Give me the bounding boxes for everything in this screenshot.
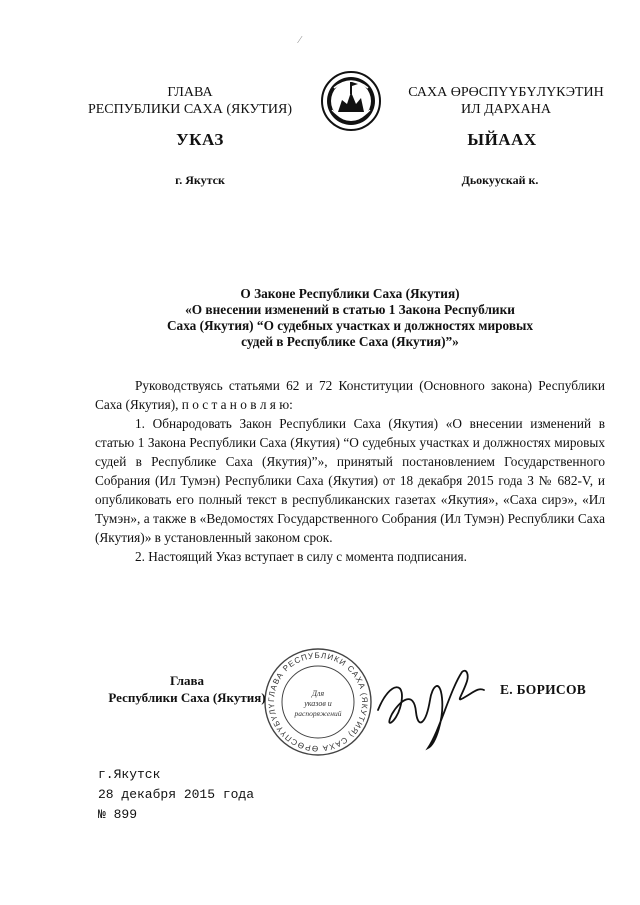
title-line: О Законе Республики Саха (Якутия)	[240, 286, 460, 301]
handwritten-signature	[370, 660, 488, 752]
preamble-paragraph: Руководствуясь статьями 62 и 72 Конституции (Основного закона) Республики Саха (Якутия), п о с т а н о в л я ю:	[95, 378, 605, 412]
stamp-ring-text: ГЛАВА РЕСПУБЛИКИ САХА (ЯКУТИЯ) САХА ӨРӨСПҮҮБҮЛҮ	[266, 650, 370, 754]
decree-title-sakha: ЫЙААХ	[467, 130, 537, 149]
stamp-center-line1: Для	[311, 689, 325, 698]
decree-body	[95, 376, 605, 566]
item-1-paragraph: 1. Обнародовать Закон Республики Саха (Якутия) «О внесении изменений в статью 1 Закона Республики Саха (Якутия) “О судебных участках и должностях мировых судей в Республике Саха (Якутия)”», принятый постановлением Государственного Собрания (Ил Тумэн) Республики Саха (Якутия) от 18 декабря 2015 года З № 682-V, и опубликовать его полный текст в республиканских газетах «Якутия», «Саха сирэ», «Ил Тумэн», а также в «Ведомостях Государственного Собрания (Ил Тумэн) Республики Саха (Якутия)» в установленный законом срок.	[95, 416, 605, 545]
document-title	[100, 286, 600, 350]
signatory-title-line2: Республики Саха (Якутия)	[108, 690, 266, 705]
header-right-block	[388, 84, 624, 118]
city-sakha: Дьокуускай к.	[461, 173, 539, 187]
scan-mark: ⁄	[299, 35, 301, 46]
signatory-title	[92, 672, 282, 706]
signatory-title-line1: Глава	[169, 673, 205, 688]
signatory-name: Е. БОРИСОВ	[500, 682, 587, 697]
title-line: судей в Республике Саха (Якутия)”»	[241, 334, 459, 349]
header-right-line2: ИЛ ДАРХАНА	[460, 102, 551, 117]
footer-date: 28 декабря 2015 года	[98, 787, 255, 802]
title-line: Саха (Якутия) “О судебных участках и должностях мировых	[166, 318, 534, 333]
header-right-line1: САХА ӨРӨСПҮҮБҮЛҮКЭТИН	[408, 85, 604, 100]
header-left-block	[60, 84, 320, 118]
stamp-center-line2: указов и	[304, 699, 332, 708]
header-left-line2: РЕСПУБЛИКИ САХА (ЯКУТИЯ)	[87, 102, 293, 117]
city-ru: г. Якутск	[175, 173, 225, 187]
title-line: «О внесении изменений в статью 1 Закона Республики	[185, 302, 515, 317]
item-2-paragraph: 2. Настоящий Указ вступает в силу с момента подписания.	[135, 549, 467, 564]
emblem-icon	[320, 70, 382, 132]
signature-icon	[370, 660, 488, 752]
footer-number: № 899	[98, 807, 138, 822]
coat-of-arms-emblem	[320, 70, 382, 132]
header-left-line1: ГЛАВА	[167, 85, 213, 100]
decree-title-ru: УКАЗ	[176, 130, 224, 149]
footer-city: г.Якутск	[98, 767, 161, 782]
stamp-center-line3: распоряжений	[294, 709, 342, 718]
